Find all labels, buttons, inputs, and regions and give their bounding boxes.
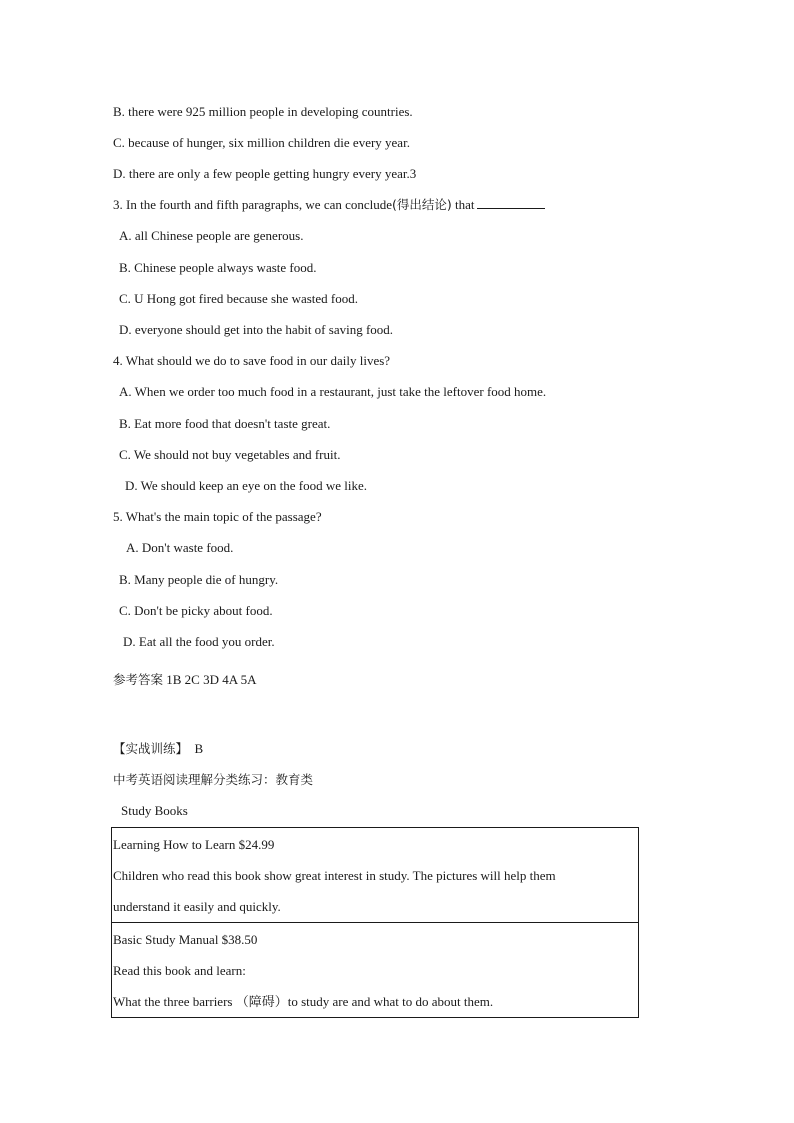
q4-question: 4. What should we do to save food in our daily lives? — [113, 353, 391, 368]
q4-option-a: A. When we order too much food in a restaurant, just take the leftover food home. — [119, 384, 547, 399]
q5-option-d: D. Eat all the food you order. — [123, 634, 275, 649]
q5-question: 5. What's the main topic of the passage? — [113, 509, 322, 524]
book-description-line: understand it easily and quickly. — [113, 899, 281, 914]
answer-blank — [477, 197, 545, 209]
table-row — [112, 828, 639, 923]
book-title: Basic Study Manual $38.50 — [113, 932, 258, 947]
book-description-line: Read this book and learn: — [113, 963, 246, 978]
q3-option-d: D. everyone should get into the habit of saving food. — [119, 322, 394, 337]
q3-option-a: A. all Chinese people are generous. — [119, 228, 304, 243]
table-row — [112, 923, 639, 1018]
q5-option-a: A. Don't waste food. — [126, 540, 234, 555]
answer-key — [113, 672, 257, 688]
book-title: Learning How to Learn $24.99 — [113, 837, 275, 852]
section-heading-letter: B — [188, 741, 204, 756]
book-description-line: Children who read this book show great interest in study. The pictures will help them — [113, 868, 556, 883]
q2-option-c: C. because of hunger, six million children die every year. — [113, 135, 410, 150]
q2-option-b: B. there were 925 million people in developing countries. — [113, 104, 413, 119]
q4-option-c: C. We should not buy vegetables and fruit. — [119, 447, 341, 462]
section-heading — [113, 741, 203, 757]
q3-question-prefix: 3. In the fourth and fifth paragraphs, we can conclude — [113, 197, 393, 212]
q4-option-b: B. Eat more food that doesn't taste great. — [119, 416, 331, 431]
q3-question-note: (得出结论) — [392, 197, 452, 212]
q3-question — [113, 197, 545, 213]
q3-option-c: C. U Hong got fired because she wasted food. — [119, 291, 358, 306]
study-books-title: Study Books — [121, 803, 188, 818]
q2-option-d: D. there are only a few people getting hungry every year.3 — [113, 166, 417, 181]
answer-key-label: 参考答案 — [113, 672, 164, 687]
section-subtitle: 中考英语阅读理解分类练习：教育类 — [113, 772, 314, 787]
q5-option-b: B. Many people die of hungry. — [119, 572, 279, 587]
book-cell — [112, 828, 639, 923]
q3-question-suffix: that — [451, 197, 475, 212]
answer-key-values: 1B 2C 3D 4A 5A — [163, 672, 257, 687]
q5-option-c: C. Don't be picky about food. — [119, 603, 273, 618]
study-books-table — [111, 827, 639, 1018]
book-description-line: What the three barriers （障碍）to study are and what to do about them. — [113, 994, 494, 1009]
book-cell — [112, 923, 639, 1018]
section-heading-title: 【实战训练】 — [113, 741, 189, 756]
q3-option-b: B. Chinese people always waste food. — [119, 260, 317, 275]
q4-option-d: D. We should keep an eye on the food we like. — [125, 478, 368, 493]
